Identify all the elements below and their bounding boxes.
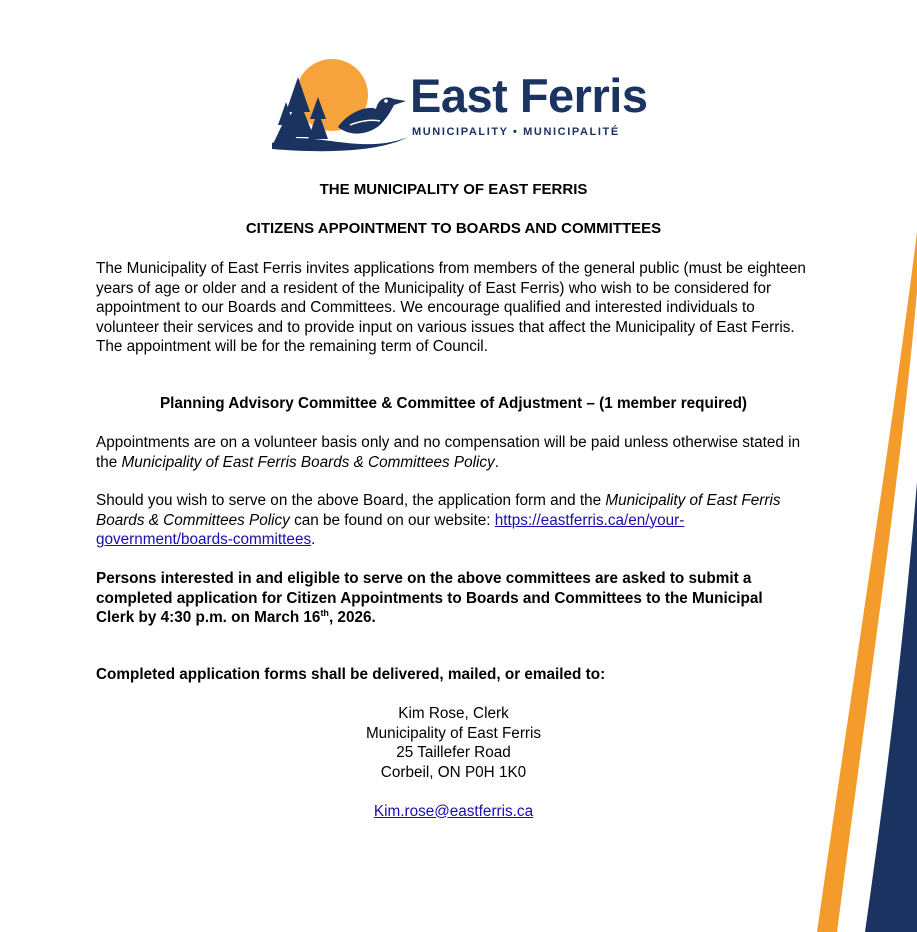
volunteer-paragraph [96,433,814,472]
serve-paragraph [96,491,814,550]
city-postal: Corbeil, ON P0H 1K0 [380,763,527,781]
volunteer-text: Appointments are on a volunteer basis only and no compensation will be paid unless otherwise stated in the [96,434,801,471]
intro-paragraph: The Municipality of East Ferris invites applications from members of the general public (must be eighteen years of age or older and a resident of the Municipality of East Ferris) who wish to be considered for appointment to our Boards and Committees. We encourage qualified and interested individuals to volunteer their services and to provide input on various issues that affect the Municipality of East Ferris. The appointment will be for the remaining term of Council. [96,260,806,355]
page-title: THE MUNICIPALITY OF EAST FERRIS [319,181,588,198]
committee-heading: Planning Advisory Committee & Committee of Adjustment – (1 member required) [159,395,748,412]
logo-subtitle: MUNICIPALITY • MUNICIPALITÉ [412,126,620,138]
water-wave-icon [272,137,408,151]
delivery-instructions: Completed application forms shall be delivered, mailed, or emailed to: [96,666,606,683]
deadline-end: , 2026. [328,609,376,626]
clerk-name: Kim Rose, Clerk [398,705,509,722]
organization-name: Municipality of East Ferris [365,724,542,742]
serve-text: Should you wish to serve on the above Board, the application form and the [96,492,606,509]
serve-end: . [311,531,316,548]
page-subtitle: CITIZENS APPOINTMENT TO BOARDS AND COMMITTEES [245,220,662,237]
email-link[interactable]: Kim.rose@eastferris.ca [373,802,534,820]
serve-policy-name: Municipality of East Ferris Boards & Committees Policy [96,492,781,529]
deadline-paragraph [96,569,786,628]
corner-swoosh [797,232,917,932]
logo-wordmark: East Ferris [410,69,648,122]
website-link[interactable]: https://eastferris.ca/en/your-government/boards-committees [96,511,685,548]
volunteer-policy-name: Municipality of East Ferris Boards & Committees Policy [121,453,495,471]
deadline-superscript: th [320,607,329,618]
volunteer-end: . [494,453,499,471]
deadline-text: Persons interested in and eligible to serve on the above committees are asked to submit a completed application for Citizen Appointments to Boards and Committees to the Municipal Clerk by 4:30 p.m. on March 16 [96,570,763,626]
serve-text-2: can be found on our website: [289,511,495,529]
street-address: 25 Taillefer Road [396,744,511,761]
address-block [96,704,811,821]
